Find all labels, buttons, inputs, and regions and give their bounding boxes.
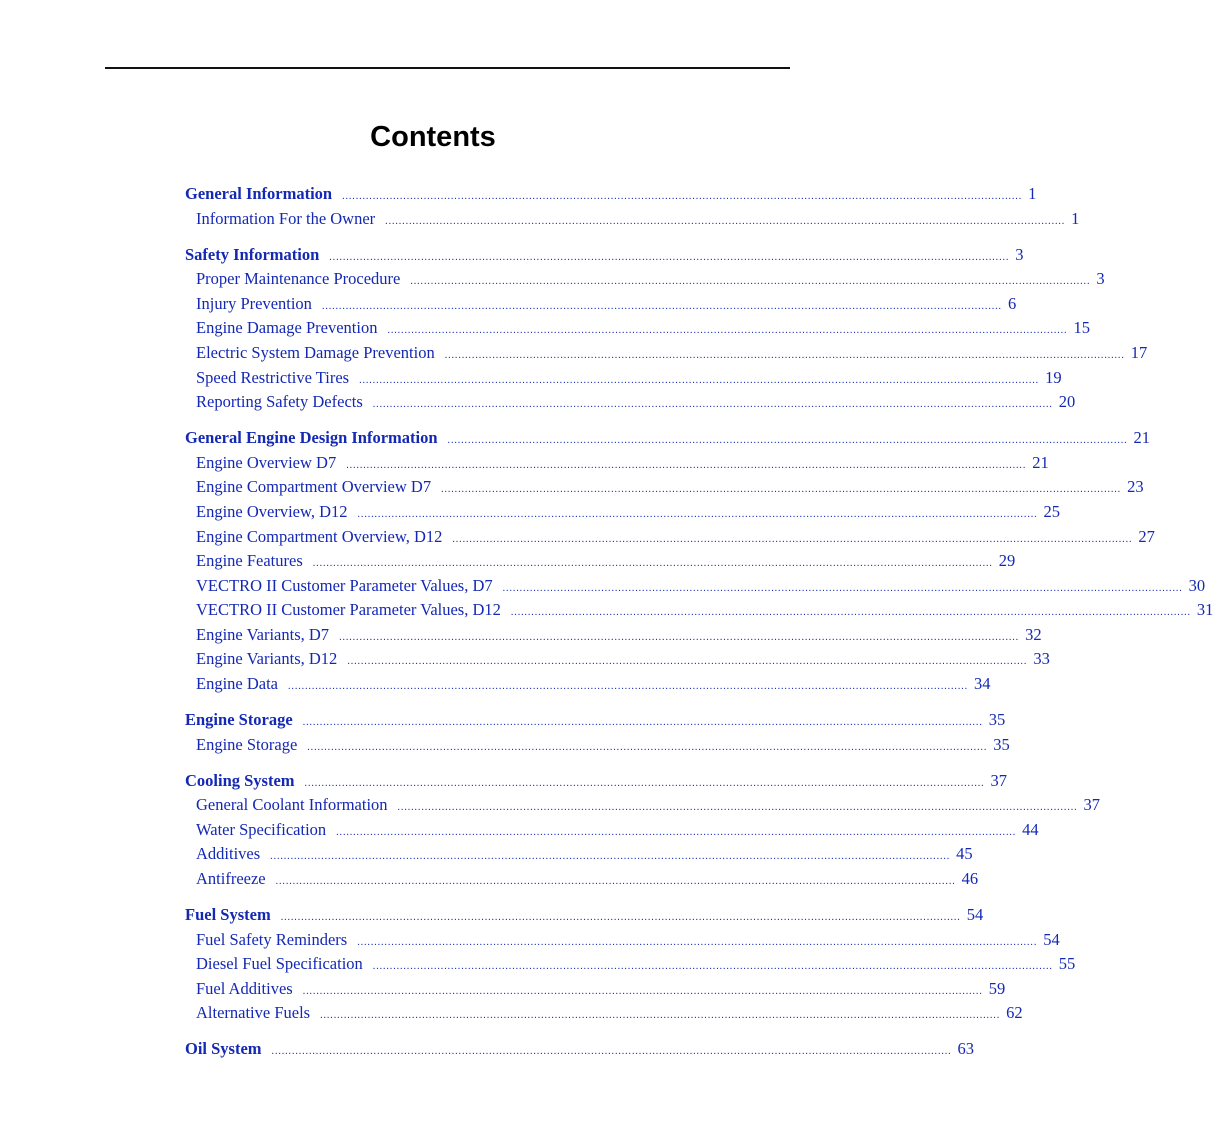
dot-leader: ........................................................................................................................................................................................................ (359, 374, 1040, 386)
toc-section-link[interactable] (185, 952, 1076, 977)
toc-section-link[interactable] (185, 207, 1080, 232)
dot-leader: ........................................................................................................................................................................................................ (320, 1010, 1001, 1022)
toc-entry-label: Engine Overview D7 (196, 452, 337, 472)
dot-leader: ........................................................................................................................................................................................................ (385, 215, 1066, 227)
toc-section-link[interactable] (185, 267, 1105, 292)
toc-page-number: 59 (988, 978, 1006, 998)
toc-entry-label: Proper Maintenance Procedure (196, 269, 401, 289)
toc-section-link[interactable] (185, 316, 1090, 341)
dot-leader: ........................................................................................................................................................................................................ (329, 251, 1010, 263)
toc-entry-label: Fuel System (185, 904, 271, 924)
toc-entry-label: Injury Prevention (196, 293, 312, 313)
dot-leader: ........................................................................................................................................................................................................ (321, 300, 1002, 312)
dot-leader: ........................................................................................................................................................................................................ (410, 276, 1091, 288)
toc-page-number: 33 (1033, 649, 1050, 669)
toc-section-link[interactable] (185, 928, 1060, 953)
toc-entry-label: Cooling System (185, 770, 295, 790)
toc-section-link[interactable] (185, 525, 1155, 550)
toc-entry-label: Alternative Fuels (196, 1003, 311, 1023)
dot-leader: ........................................................................................................................................................................................................ (280, 911, 961, 923)
toc-section-link[interactable] (185, 390, 1076, 415)
dot-leader: ........................................................................................................................................................................................................ (304, 777, 985, 789)
toc-entry-label: Oil System (185, 1039, 262, 1059)
toc-page-number: 32 (1025, 624, 1042, 644)
dot-leader: ........................................................................................................................................................................................................ (312, 558, 993, 570)
toc-chapter-link[interactable] (185, 708, 1006, 733)
section-spacer (185, 757, 710, 768)
toc-page-number: 19 (1045, 367, 1062, 387)
dot-leader: ........................................................................................................................................................................................................ (342, 191, 1023, 202)
toc-page-number: 34 (974, 674, 991, 694)
toc-page-number: 27 (1138, 526, 1155, 546)
toc-section-link[interactable] (185, 793, 1101, 818)
dot-leader: ........................................................................................................................................................................................................ (288, 681, 969, 693)
toc-entry-label: Engine Damage Prevention (196, 318, 378, 338)
page-title: Contents (370, 121, 496, 153)
toc-section-link[interactable] (185, 672, 991, 697)
toc-page-number: 3 (1015, 244, 1024, 264)
dot-leader: ........................................................................................................................................................................................................ (346, 459, 1027, 471)
dot-leader: ........................................................................................................................................................................................................ (336, 826, 1017, 838)
toc-page-number: 17 (1130, 342, 1148, 362)
dot-leader: ........................................................................................................................................................................................................ (357, 508, 1038, 520)
toc-entry-label: Speed Restrictive Tires (196, 367, 350, 387)
toc-page-number: 35 (988, 710, 1006, 730)
header-rule (105, 67, 790, 69)
toc-page-number: 25 (1043, 501, 1061, 521)
toc-entry-label: Engine Compartment Overview, D12 (196, 526, 443, 546)
dot-leader: ........................................................................................................................................................................................................ (441, 484, 1122, 496)
toc-chapter-link[interactable] (185, 243, 1024, 268)
dot-leader: ........................................................................................................................................................................................................ (271, 1046, 952, 1058)
toc-page-number: 35 (993, 734, 1010, 754)
toc-section-link[interactable] (185, 647, 1050, 672)
toc-page-number: 54 (966, 904, 984, 924)
toc-entry-label: VECTRO II Customer Parameter Values, D7 (196, 575, 493, 595)
toc-page-number: 63 (957, 1039, 975, 1059)
toc-section-link[interactable] (185, 733, 1010, 758)
toc-section-link[interactable] (185, 842, 973, 867)
dot-leader: ........................................................................................................................................................................................................ (302, 985, 983, 997)
toc-page-number: 21 (1032, 452, 1049, 472)
toc-entry-label: VECTRO II Customer Parameter Values, D12 (196, 600, 501, 620)
dot-leader: ........................................................................................................................................................................................................ (452, 533, 1133, 545)
toc-page-number: 37 (1083, 795, 1101, 815)
toc-entry-label: Fuel Additives (196, 978, 293, 998)
toc-chapter-link[interactable] (185, 426, 1151, 451)
toc-entry-label: General Engine Design Information (185, 428, 438, 448)
dot-leader: ........................................................................................................................................................................................................ (339, 631, 1020, 643)
toc-entry-label: Antifreeze (196, 869, 266, 888)
toc-page-number: 54 (1043, 929, 1060, 949)
toc-entry-label: Water Specification (196, 819, 327, 839)
toc-section-link[interactable] (185, 475, 1144, 500)
toc-entry-label: Engine Compartment Overview D7 (196, 477, 432, 497)
toc-section-link[interactable] (185, 818, 1039, 843)
toc-section-link[interactable] (185, 867, 979, 892)
toc-entry-label: Engine Variants, D12 (196, 649, 338, 669)
toc-entry-label: Engine Features (196, 551, 303, 571)
dot-leader: ........................................................................................................................................................................................................ (372, 399, 1053, 411)
toc-section-link[interactable] (185, 366, 1062, 391)
dot-leader: ........................................................................................................................................................................................................ (372, 961, 1053, 973)
toc-entry-label: Engine Overview, D12 (196, 501, 348, 521)
toc-chapter-link[interactable] (185, 769, 1008, 794)
toc-entry-label: General Information (185, 184, 333, 203)
toc-page-number: 30 (1188, 575, 1206, 595)
toc-page-number: 29 (998, 551, 1016, 571)
toc-page-number: 23 (1127, 477, 1144, 497)
toc-section-link[interactable] (185, 341, 1148, 366)
toc-chapter-link[interactable] (185, 1037, 975, 1062)
toc-page-number: 37 (990, 770, 1008, 790)
toc-page-number: 6 (1007, 293, 1017, 313)
toc-entry-label: Fuel Safety Reminders (196, 929, 348, 949)
toc-page-number: 45 (956, 844, 973, 864)
section-spacer (185, 697, 710, 708)
toc-page-number: 20 (1058, 392, 1076, 412)
section-spacer (185, 231, 710, 242)
toc-entry-label: Safety Information (185, 244, 320, 264)
dot-leader: ........................................................................................................................................................................................................ (302, 717, 983, 729)
dot-leader: ........................................................................................................................................................................................................ (510, 607, 1191, 619)
toc-page-number: 44 (1022, 819, 1039, 839)
toc-section-link[interactable] (185, 623, 1042, 648)
toc-entry-label: Reporting Safety Defects (196, 392, 363, 412)
dot-leader: ........................................................................................................................................................................................................ (447, 435, 1128, 447)
dot-leader: ........................................................................................................................................................................................................ (444, 349, 1125, 361)
toc-page-number: 21 (1133, 428, 1151, 448)
section-spacer (185, 415, 710, 426)
dot-leader: ........................................................................................................................................................................................................ (347, 656, 1028, 668)
toc-entry-label: Engine Data (196, 674, 279, 694)
toc-entry-label: General Coolant Information (196, 795, 388, 815)
toc-entry-label: Engine Storage (196, 734, 298, 754)
toc-page-number: 15 (1073, 318, 1090, 338)
toc-page-number: 55 (1058, 954, 1076, 974)
dot-leader: ........................................................................................................................................................................................................ (275, 876, 956, 887)
toc-entry-label: Diesel Fuel Specification (196, 954, 363, 974)
toc-entry-label: Information For the Owner (196, 208, 376, 228)
toc-section-link[interactable] (185, 1001, 1023, 1026)
toc-entry-label: Additives (196, 844, 261, 864)
dot-leader: ........................................................................................................................................................................................................ (387, 325, 1068, 337)
toc-page-number: 3 (1096, 269, 1105, 289)
toc-chapter-link[interactable] (185, 182, 1037, 207)
section-spacer (185, 892, 710, 903)
dot-leader: ........................................................................................................................................................................................................ (270, 851, 951, 863)
toc-chapter-link[interactable] (185, 903, 984, 928)
toc-page-number: 31 (1196, 600, 1213, 620)
dot-leader: ........................................................................................................................................................................................................ (502, 582, 1183, 594)
dot-leader: ........................................................................................................................................................................................................ (307, 741, 988, 753)
toc-section-link[interactable] (185, 549, 1016, 574)
toc-page-number: 46 (961, 869, 979, 888)
toc-section-link[interactable] (185, 977, 1006, 1002)
table-of-contents (185, 182, 1213, 1062)
toc-section-link[interactable] (185, 292, 1017, 317)
toc-section-link[interactable] (185, 574, 1206, 599)
dot-leader: ........................................................................................................................................................................................................ (397, 802, 1078, 814)
toc-entry-label: Electric System Damage Prevention (196, 342, 435, 362)
section-spacer (185, 1026, 710, 1037)
toc-page-number: 62 (1006, 1003, 1023, 1023)
toc-entry-label: Engine Variants, D7 (196, 624, 330, 644)
toc-section-link[interactable] (185, 451, 1049, 476)
toc-page-number: 1 (1028, 184, 1037, 203)
toc-page-number: 1 (1071, 208, 1080, 228)
dot-leader: ........................................................................................................................................................................................................ (357, 936, 1038, 948)
toc-entry-label: Engine Storage (185, 710, 293, 730)
toc-section-link[interactable] (185, 598, 1213, 623)
toc-section-link[interactable] (185, 500, 1061, 525)
